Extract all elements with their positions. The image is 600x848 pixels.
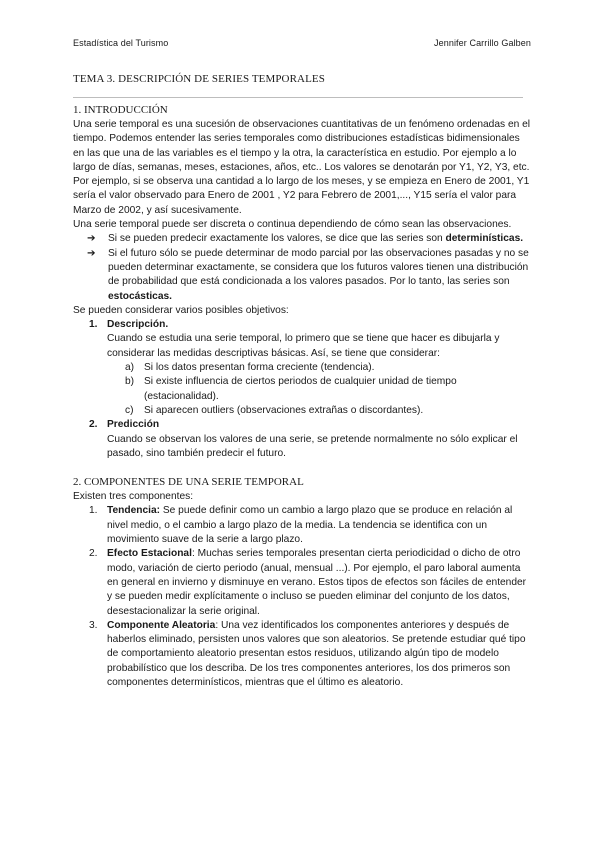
objective-title: Predicción — [107, 419, 160, 431]
document-title: TEMA 3. DESCRIPCIÓN DE SERIES TEMPORALES — [73, 73, 325, 85]
objectives-list — [73, 318, 531, 461]
list-item: a) Si los datos presentan forma creciente (tendencia). — [125, 362, 375, 374]
section-1-heading: 1. INTRODUCCIÓN — [73, 104, 168, 116]
components-intro: Existen tres componentes: — [73, 491, 194, 503]
header-right: Jennifer Carrillo Galben — [434, 38, 531, 48]
components-list — [73, 504, 531, 690]
objective-title: Descripción. — [107, 319, 169, 331]
title-divider — [73, 97, 523, 98]
section-2-heading: 2. COMPONENTES DE UNA SERIE TEMPORAL — [73, 476, 304, 489]
list-item: b) Si existe influencia de ciertos periodos de cualquier unidad de tiempo (estacionalidad). — [125, 376, 457, 402]
page-header — [73, 38, 531, 48]
list-item: 2. Predicción Cuando se observan los valores de una serie, se pretende normalmente no sólo explicar el pasado, sino también predecir el futuro. — [89, 419, 518, 459]
intro-paragraph: Una serie temporal es una sucesión de observaciones cuantitativas de un fenómeno ordenadas en el tiempo. Podemos entender las series temporales como distribuciones estadísticas bidimensionales en las que una de las variables es el tiempo y la otra, la característica en estudio. Por ejemplo a lo largo de días, semanas, meses, estaciones, años, etc.. Los valores se denotarán por Y1, Y2, Y3, etc. Por ejemplo, si se observa una cantidad a lo largo de los meses, y se empieza en Enero de 2001, Y1 sería el valor observado para Enero de 2001 , Y2 para Febrero de 2001,..., Y15 sería el valor para Marzo de 2002, y así sucesivamente. — [73, 119, 531, 216]
arrow-icon: ➔ — [87, 247, 96, 259]
list-item: 1. Descripción. Cuando se estudia una serie temporal, lo primero que se tiene que hacer es dibujarla y considerar las medidas descriptivas básicas. Así, se tiene que considerar: a) Si los datos presentan forma creciente (tendencia). b) Si existe influencia de ciertos periodos de cualquier unidad de tiempo (estacionalidad). c) Si aparecen outliers (observaciones extrañas o discordantes). — [73, 318, 531, 418]
header-left: Estadística del Turismo — [73, 38, 169, 48]
list-item: 3. Componente Aleatoria: Una vez identificados los componentes anteriores y después de haberlos eliminado, persisten unos valores que son aleatorios. Se pretende estudiar qué tipo de comportamiento aleatorio presentan estos residuos, utilizando algún tipo de modelo probabilístico que los describa. De los tres componentes anteriores, los dos primeros son componentes determinísticos, mientras que el último es aleatorio. — [89, 619, 526, 688]
series-type-list — [73, 232, 531, 303]
list-item: 2. Efecto Estacional: Muchas series temporales presentan cierta periodicidad o dicho de otro modo, variación de cierto periodo (anual, mensual ...). Por ejemplo, el paro laboral aumenta en general en invierno y disminuye en verano. Estos tipos de efectos son fáciles de entender y se pueden medir explícitamente o incluso se pueden eliminar del conjunto de los datos, desestacionalizar la serie original. — [89, 548, 527, 617]
description-sublist — [107, 361, 531, 418]
discrete-continuous-paragraph: Una serie temporal puede ser discreta o continua dependiendo de cómo sean las observaciones. — [73, 219, 512, 231]
objectives-intro: Se pueden considerar varios posibles objetivos: — [73, 304, 289, 316]
list-item: ➔ Si el futuro sólo se puede determinar de modo parcial por las observaciones pasadas y no se pueden determinar exactamente, se considera que los futuros valores tienen una distribución de probabilidad que está condicionada a los valores pasados. Por lo tanto, las series son estocásticas. — [87, 247, 529, 302]
arrow-icon: ➔ — [87, 233, 96, 245]
list-item: 1. Tendencia: Se puede definir como un cambio a largo plazo que se produce en relación al nivel medio, o el cambio a largo plazo de la media. La tendencia se identifica con un movimiento suave de la serie a largo plazo. — [89, 505, 513, 546]
list-item: c) Si aparecen outliers (observaciones extrañas o discordantes). — [125, 404, 424, 416]
document-body — [73, 103, 531, 690]
list-item: ➔ Si se pueden predecir exactamente los valores, se dice que las series son determinísticas. — [73, 232, 531, 246]
